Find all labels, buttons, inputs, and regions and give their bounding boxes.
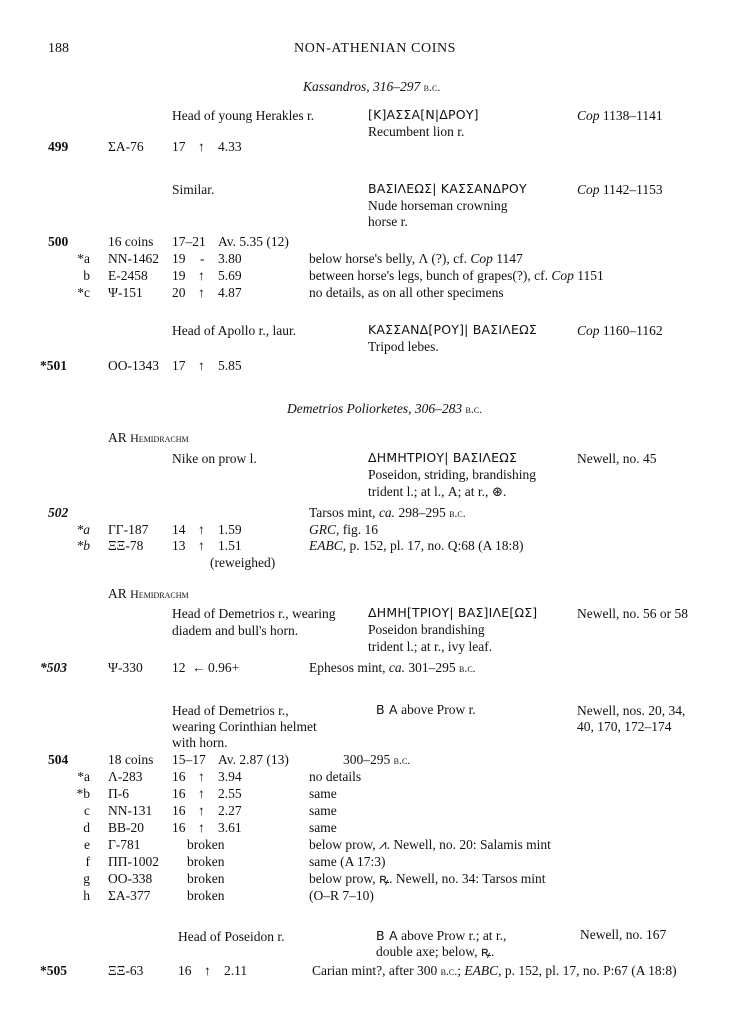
inventory-number: NN-1462: [108, 251, 159, 266]
weight-remark: (reweighed): [210, 555, 276, 570]
section-heading-kassandros: Kassandros, 316–297 b.c.: [303, 79, 441, 94]
die-size: 16: [178, 963, 192, 978]
specimen-note: EABC, p. 152, pl. 17, no. Q:68 (A 18:8): [309, 538, 524, 553]
specimen-note: same: [309, 786, 337, 801]
inventory-number: ΒΒ-20: [108, 820, 145, 835]
die-axis-arrow: -: [200, 251, 205, 266]
inventory-number: NN-131: [108, 803, 153, 818]
weight: 2.11: [224, 963, 248, 978]
specimen-note: below prow, ꝶ. Newell, no. 34: Tarsos mint: [309, 871, 546, 886]
section-heading-demetrios: Demetrios Poliorketes, 306–283 b.c.: [287, 401, 483, 416]
inventory-number: ΣΑ-76: [108, 139, 144, 154]
die-size: 17–21: [172, 234, 206, 249]
die-axis-arrow: ←: [192, 660, 206, 675]
inventory-number: ΣΑ-377: [108, 888, 151, 903]
reverse-description: trident l.; at l., Α; at r., ⊛.: [368, 484, 507, 499]
reference: Newell, no. 56 or 58: [577, 606, 688, 621]
obverse-description: Nike on prow l.: [172, 451, 257, 466]
weight: 3.61: [218, 820, 242, 835]
weight: 2.27: [218, 803, 242, 818]
inventory-number: ΟΟ-338: [108, 871, 153, 886]
reverse-legend: ΒΑΣΙΛΕΩΣ| ΚΑΣΣΑΝΔΡΟΥ: [368, 181, 527, 196]
inventory-number: ΞΞ-78: [108, 538, 144, 553]
reference: Newell, no. 45: [577, 451, 657, 466]
reverse-legend: ΔΗΜΗ[ΤΡΙΟΥ| ΒΑΣ]ΙΛΕ[ΩΣ]: [368, 605, 538, 620]
specimen-note: no details, as on all other specimens: [309, 285, 504, 300]
specimen-letter: *b: [76, 786, 90, 801]
inventory-number: Ψ-330: [108, 660, 143, 675]
reverse-description: Poseidon brandishing: [368, 622, 485, 637]
reference: Newell, nos. 20, 34,: [577, 703, 686, 718]
obverse-description: Head of Poseidon r.: [178, 929, 285, 944]
die-axis-arrow: ↑: [198, 358, 205, 373]
specimen-note: same: [309, 820, 337, 835]
die-size: 19: [172, 251, 186, 266]
obverse-description: Similar.: [172, 182, 215, 197]
specimen-letter: b: [83, 268, 90, 283]
reverse-description: Recumbent lion r.: [368, 124, 465, 139]
weight: 5.69: [218, 268, 242, 283]
inventory-number: 16 coins: [108, 234, 154, 249]
obverse-description: Head of Demetrios r.,: [172, 703, 289, 718]
specimen-note: Ephesos mint, ca. 301–295 b.c.: [309, 660, 476, 675]
weight: 4.33: [218, 139, 242, 154]
die-size: 13: [172, 538, 186, 553]
specimen-note: same: [309, 803, 337, 818]
obverse-description: diadem and bull's horn.: [172, 623, 299, 638]
die-axis-arrow: ↑: [198, 285, 205, 300]
reference: 40, 170, 172–174: [577, 719, 672, 734]
die-size: 16: [172, 803, 186, 818]
die-axis-arrow: ↑: [198, 268, 205, 283]
catalog-number: 500: [48, 234, 69, 249]
specimen-note: below horse's belly, Λ (?), cf. Cop 1147: [309, 251, 523, 266]
weight: Av. 5.35 (12): [218, 234, 289, 249]
catalog-number: *501: [40, 358, 67, 373]
inventory-number: Λ-283: [108, 769, 143, 784]
reverse-legend: [Κ]ΑΣΣΑ[Ν|ΔΡΟΥ]: [368, 107, 479, 122]
specimen-letter: *a: [77, 251, 90, 266]
reverse-description: Tripod lebes.: [368, 339, 439, 354]
inventory-number: ΟΟ-1343: [108, 358, 159, 373]
die-size: 17: [172, 358, 186, 373]
die-axis-arrow: ↑: [198, 769, 205, 784]
die-axis-arrow: ↑: [198, 786, 205, 801]
weight: 1.59: [218, 522, 242, 537]
die-axis-arrow: ↑: [198, 139, 205, 154]
obverse-description: Head of Apollo r., laur.: [172, 323, 297, 338]
page-number: 188: [48, 41, 69, 56]
catalog-number: *505: [40, 963, 67, 978]
inventory-number: ΠΠ-1002: [108, 854, 159, 869]
running-title: NON-ATHENIAN COINS: [294, 41, 457, 56]
specimen-note: between horse's legs, bunch of grapes(?), cf. Cop 1151: [309, 268, 604, 283]
weight: 2.55: [218, 786, 242, 801]
inventory-number: ΓΓ-187: [108, 522, 149, 537]
specimen-letter: *a: [77, 769, 90, 784]
weight: broken: [187, 854, 225, 869]
specimen-letter: g: [83, 871, 90, 886]
weight: broken: [187, 871, 225, 886]
specimen-letter: *a: [76, 522, 90, 537]
specimen-note: below prow, ⩘. Newell, no. 20: Salamis mint: [309, 837, 551, 852]
die-axis-arrow: ↑: [198, 522, 205, 537]
reverse-legend: ΚΑΣΣΑΝΔ[ΡΟΥ]| ΒΑΣΙΛΕΩΣ: [368, 322, 537, 337]
specimen-note: 300–295 b.c.: [343, 752, 411, 767]
inventory-number: 18 coins: [108, 752, 154, 767]
die-size: 16: [172, 769, 186, 784]
specimen-letter: d: [83, 820, 90, 835]
weight: broken: [187, 837, 225, 852]
catalog-number: 504: [48, 752, 69, 767]
reference: Cop 1142–1153: [577, 182, 663, 197]
reference: Cop 1138–1141: [577, 108, 663, 123]
weight: Av. 2.87 (13): [218, 752, 289, 767]
specimen-letter: *c: [77, 285, 90, 300]
die-size: 14: [172, 522, 186, 537]
specimen-letter: c: [84, 803, 90, 818]
catalog-number: *503: [40, 660, 67, 675]
specimen-note: (O–R 7–10): [309, 888, 374, 903]
specimen-note: GRC, fig. 16: [309, 522, 378, 537]
weight: 1.51: [218, 538, 242, 553]
inventory-number: ΞΞ-63: [108, 963, 144, 978]
reverse-description: double axe; below, ꝶ.: [376, 944, 495, 959]
weight: 3.80: [218, 251, 242, 266]
die-size: 19: [172, 268, 186, 283]
denomination: AR Hemidrachm: [108, 586, 189, 601]
die-size: 15–17: [172, 752, 206, 767]
obverse-description: Head of young Herakles r.: [172, 108, 315, 123]
weight: 3.94: [218, 769, 242, 784]
die-size: 20: [172, 285, 186, 300]
die-size: 16: [172, 786, 186, 801]
inventory-number: Ψ-151: [108, 285, 143, 300]
die-size: 12: [172, 660, 186, 675]
weight: 5.85: [218, 358, 242, 373]
inventory-number: Γ-781: [108, 837, 141, 852]
reference: Cop 1160–1162: [577, 323, 663, 338]
die-axis-arrow: ↑: [204, 963, 211, 978]
inventory-number: Π-6: [108, 786, 129, 801]
obverse-description: wearing Corinthian helmet: [172, 719, 317, 734]
die-axis-arrow: ↑: [198, 538, 205, 553]
reverse-legend: ΔΗΜΗΤΡΙΟΥ| ΒΑΣΙΛΕΩΣ: [368, 450, 518, 465]
specimen-letter: f: [85, 854, 90, 869]
die-axis-arrow: ↑: [198, 803, 205, 818]
weight: 4.87: [218, 285, 242, 300]
specimen-letter: e: [84, 837, 90, 852]
specimen-note: Carian mint?, after 300 b.c.; EABC, p. 152, pl. 17, no. P:67 (A 18:8): [312, 963, 677, 978]
reverse-description: Nude horseman crowning: [368, 198, 508, 213]
catalog-number: 499: [48, 139, 69, 154]
specimen-note: Tarsos mint, ca. 298–295 b.c.: [309, 505, 466, 520]
specimen-letter: *b: [76, 538, 90, 553]
reference: Newell, no. 167: [580, 927, 667, 942]
specimen-note: same (A 17:3): [309, 854, 386, 869]
die-size: 17: [172, 139, 186, 154]
inventory-number: Ε-2458: [108, 268, 148, 283]
reverse-description: Poseidon, striding, brandishing: [368, 467, 536, 482]
specimen-letter: h: [83, 888, 90, 903]
obverse-description: Head of Demetrios r., wearing: [172, 606, 336, 621]
reverse-description: trident l.; at r., ivy leaf.: [368, 639, 493, 654]
weight: broken: [187, 888, 225, 903]
obverse-description: with horn.: [172, 735, 228, 750]
reverse-legend: Β Α above Prow r.; at r.,: [376, 928, 507, 943]
die-size: 16: [172, 820, 186, 835]
catalog-number: 502: [48, 505, 69, 520]
reverse-description: horse r.: [368, 214, 408, 229]
specimen-note: no details: [309, 769, 362, 784]
weight: 0.96+: [208, 660, 240, 675]
die-axis-arrow: ↑: [198, 820, 205, 835]
denomination: AR Hemidrachm: [108, 430, 189, 445]
reverse-legend: Β Α above Prow r.: [376, 702, 476, 717]
